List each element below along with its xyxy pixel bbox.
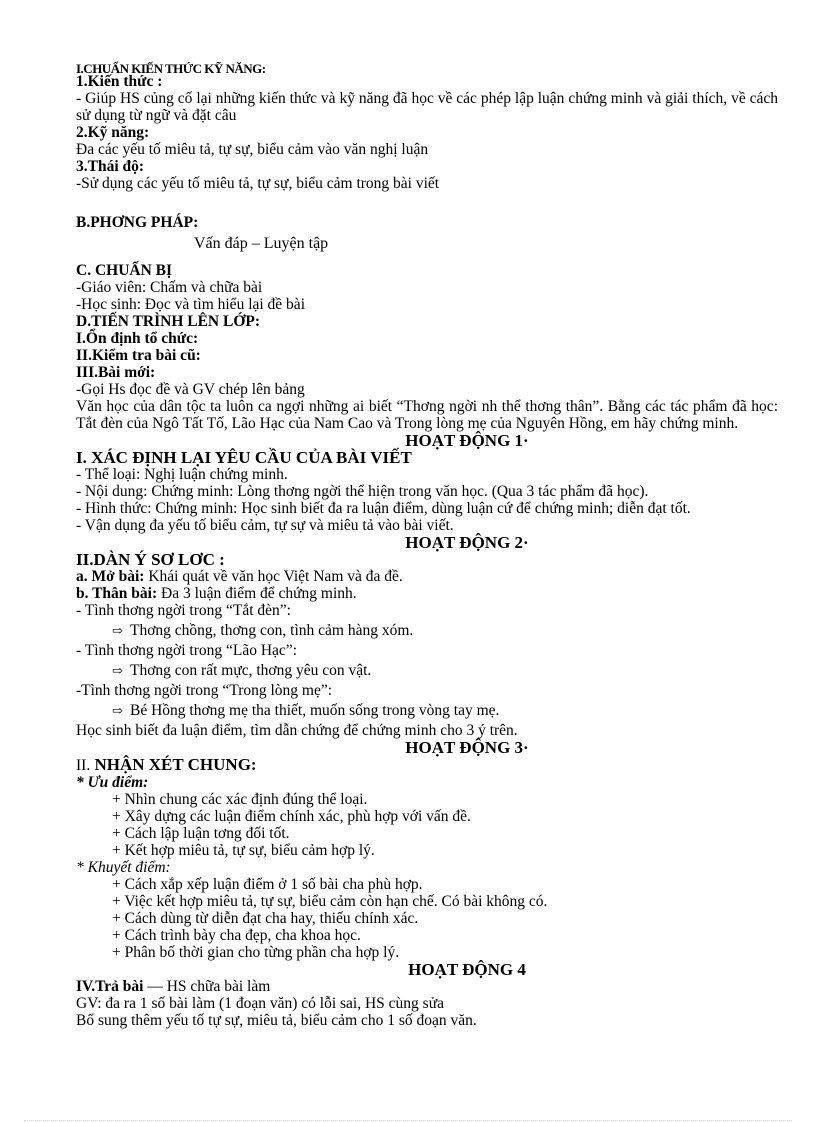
strength-item: + Xây dựng các luận điểm chính xác, phù hợp với vấn đề. bbox=[112, 808, 471, 825]
section-title-method: B.PHƠNG PHÁP: bbox=[76, 214, 199, 231]
weaknesses-label: * Khuyết điểm: bbox=[76, 859, 171, 876]
body-text: Đa 3 luận điểm để chứng minh. bbox=[157, 585, 357, 602]
weakness-item: + Phân bố thời gian cho từng phần cha hợp lý. bbox=[112, 944, 400, 961]
point-1-detail-text: Thơng chồng, thơng con, tình cảm hàng xóm. bbox=[130, 622, 414, 639]
prep-teacher: -Giáo viên: Chấm và chữa bài bbox=[76, 279, 263, 296]
page-bottom-rule bbox=[24, 1120, 792, 1121]
point-3-detail-text: Bé Hồng thơng mẹ tha thiết, muốn sống trong vòng tay mẹ. bbox=[130, 702, 500, 719]
strength-item: + Nhìn chung các xác định đúng thể loại. bbox=[112, 791, 368, 808]
requirement-form: - Hình thức: Chứng minh: Học sinh biết đa ra luận điểm, dùng luận cứ để chứng minh; diễn đạt tốt. bbox=[76, 500, 691, 517]
return-papers bbox=[76, 978, 778, 995]
skills-text: Đa các yếu tố miêu tả, tự sự, biểu cảm vào văn nghị luận bbox=[76, 141, 429, 158]
intro-line: -Gọi Hs đọc đề và GV chép lên bảng bbox=[76, 381, 305, 398]
point-3-detail bbox=[76, 702, 778, 719]
arrow-right-icon: ⇨ bbox=[112, 703, 123, 718]
attitude-text: -Sử dụng các yếu tố miêu tả, tự sự, biểu cảm trong bài viết bbox=[76, 175, 440, 192]
point-1-detail bbox=[76, 622, 778, 639]
method-text: Vấn đáp – Luyện tập bbox=[194, 235, 329, 252]
outline-body bbox=[76, 585, 778, 602]
activity-2-heading: HOẠT ĐỘNG 2· bbox=[405, 533, 529, 552]
intro-paragraph: Văn học của dân tộc ta luôn ca ngợi những ai biết “Thơng ngời nh thể thơng thân”. Bằng các tác phẩm đã học: Tắt đèn của Ngô Tất Tố, Lão Hạc của Nam Cao và Trong lòng mẹ của Nguyên Hồng, em hãy chứng minh. bbox=[76, 398, 778, 432]
opening-text: Khái quát về văn học Việt Nam và đa đề. bbox=[144, 568, 403, 585]
subheading-skills: 2.Kỹ năng: bbox=[76, 124, 150, 141]
requirement-apply: - Vận dụng đa yếu tố biểu cảm, tự sự và miêu tả vào bài viết. bbox=[76, 517, 454, 534]
arrow-right-icon: ⇨ bbox=[112, 623, 123, 638]
arrow-right-icon: ⇨ bbox=[112, 663, 123, 678]
weakness-item: + Việc kết hợp miêu tả, tự sự, biểu cảm còn hạn chế. Có bài không có. bbox=[112, 893, 548, 910]
outline-heading: II.DÀN Ý SƠ LƠC : bbox=[76, 550, 225, 569]
section-title-procedure: D.TIẾN TRÌNH LÊN LỚP: bbox=[76, 313, 261, 330]
strength-item: + Kết hợp miêu tả, tự sự, biểu cảm hợp lý. bbox=[112, 842, 375, 859]
return-label: IV.Trả bài bbox=[76, 978, 144, 995]
strengths-label: * Ưu điểm: bbox=[76, 774, 149, 791]
review-heading-num: II. bbox=[76, 757, 91, 774]
requirements-heading: I. XÁC ĐỊNH LẠI YÊU CẦU CỦA BÀI VIẾT bbox=[76, 448, 412, 467]
requirement-genre: - Thể loại: Nghị luận chứng minh. bbox=[76, 466, 288, 483]
opening-label: a. Mở bài: bbox=[76, 568, 145, 585]
activity-1-heading: HOẠT ĐỘNG 1· bbox=[405, 431, 529, 450]
teacher-note: GV: đa ra 1 số bài làm (1 đoạn văn) có lỗi sai, HS cùng sửa bbox=[76, 995, 444, 1012]
point-3: -Tình thơng ngời trong “Trong lòng mẹ”: bbox=[76, 682, 333, 699]
body-label: b. Thân bài: bbox=[76, 585, 158, 602]
outline-conclusion: Học sinh biết đa luận điểm, tìm dẫn chứng để chứng minh cho 3 ý trên. bbox=[76, 722, 518, 739]
activity-4-heading: HOẠT ĐỘNG 4 bbox=[408, 960, 526, 979]
requirement-content: - Nội dung: Chứng minh: Lòng thơng ngời thể hiện trong văn học. (Qua 3 tác phẩm đã học). bbox=[76, 483, 649, 500]
weakness-item: + Cách trình bày cha đẹp, cha khoa học. bbox=[112, 927, 361, 944]
knowledge-text: - Giúp HS củng cố lại những kiến thức và kỹ năng đã học về các phép lập luận chứng minh và giải thích, về cách sử dụng từ ngữ và đặt câu bbox=[76, 90, 778, 124]
review-heading bbox=[76, 756, 778, 774]
section-title-preparation: C. CHUẨN BỊ bbox=[76, 262, 173, 279]
point-2: - Tình thơng ngời trong “Lão Hạc”: bbox=[76, 642, 297, 659]
subheading-attitude: 3.Thái độ: bbox=[76, 158, 145, 175]
prep-student: -Học sinh: Đọc và tìm hiểu lại đề bài bbox=[76, 296, 305, 313]
section-title-knowledge: I.CHUẨN KIẾN THỨC KỸ NĂNG: bbox=[76, 61, 266, 76]
point-2-detail bbox=[76, 662, 778, 679]
return-text: — HS chữa bài làm bbox=[147, 978, 271, 995]
point-2-detail-text: Thơng con rất mực, thơng yêu con vật. bbox=[130, 662, 372, 679]
point-1: - Tình thơng ngời trong “Tắt đèn”: bbox=[76, 602, 291, 619]
procedure-step-1: I.Ổn định tổ chức: bbox=[76, 330, 199, 347]
review-heading-text: NHẬN XÉT CHUNG: bbox=[90, 755, 257, 774]
document-page bbox=[76, 60, 778, 1029]
subheading-knowledge: 1.Kiến thức : bbox=[76, 73, 163, 90]
weakness-item: + Cách dùng từ diễn đạt cha hay, thiếu chính xác. bbox=[112, 910, 419, 927]
activity-3-heading: HOẠT ĐỘNG 3· bbox=[405, 738, 529, 757]
strength-item: + Cách lập luận tơng đối tốt. bbox=[112, 825, 290, 842]
procedure-step-2: II.Kiểm tra bài cũ: bbox=[76, 347, 201, 364]
weakness-item: + Cách xắp xếp luận điểm ở 1 số bài cha phù hợp. bbox=[112, 876, 423, 893]
supplement-note: Bổ sung thêm yếu tố tự sự, miêu tả, biểu cảm cho 1 số đoạn văn. bbox=[76, 1012, 477, 1029]
procedure-step-3: III.Bài mới: bbox=[76, 364, 156, 381]
outline-opening bbox=[76, 568, 778, 585]
